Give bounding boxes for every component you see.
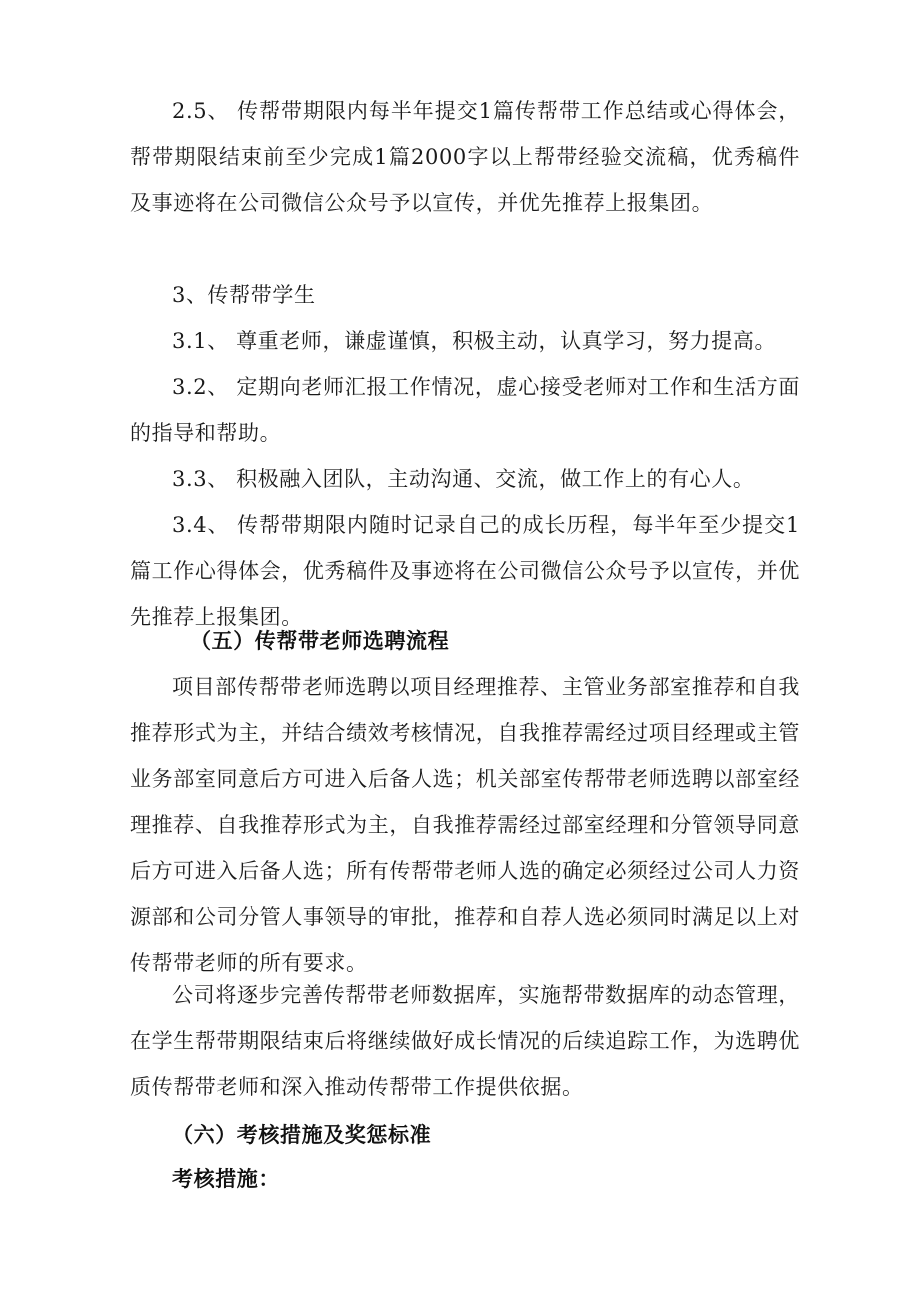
paragraph-3-1: 3.1、 尊重老师，谦虚谨慎，积极主动，认真学习，努力提高。 bbox=[172, 329, 777, 353]
paragraph-database-management: 公司将逐步完善传帮带老师数据库，实施帮带数据库的动态管理，在学生帮带期限结束后将继续做好成长情况的后续追踪工作，为选聘优质传帮带老师和深入推动传帮带工作提供依据。 bbox=[130, 983, 800, 1099]
section-heading-6: （六）考核措施及奖惩标准 bbox=[172, 1123, 432, 1147]
paragraph-3-student-title: 3、传帮带学生 bbox=[172, 283, 316, 307]
paragraph-2-5: 2.5、 传帮带期限内每半年提交1篇传帮带工作总结或心得体会，帮带期限结束前至少完成1篇2000字以上帮带经验交流稿，优秀稿件及事迹将在公司微信公众号予以宣传，并优先推荐上报集团。 bbox=[130, 99, 800, 215]
section-heading-5: （五）传帮带老师选聘流程 bbox=[190, 629, 450, 653]
paragraph-selection-process: 项目部传帮带老师选聘以项目经理推荐、主管业务部室推荐和自我推荐形式为主，并结合绩效考核情况，自我推荐需经过项目经理或主管业务部室同意后方可进入后备人选；机关部室传帮带老师选聘以部室经理推荐、自我推荐形式为主，自我推荐需经过部室经理和分管领导同意后方可进入后备人选；所有传帮带老师人选的确定必须经过公司人力资源部和公司分管人事领导的审批，推荐和自荐人选必须同时满足以上对传帮带老师的所有要求。 bbox=[130, 675, 800, 975]
subheading-assessment-measures: 考核措施： bbox=[172, 1167, 280, 1191]
paragraph-3-2: 3.2、 定期向老师汇报工作情况，虚心接受老师对工作和生活方面的指导和帮助。 bbox=[130, 375, 800, 445]
paragraph-3-4: 3.4、 传帮带期限内随时记录自己的成长历程，每半年至少提交1篇工作心得体会，优秀稿件及事迹将在公司微信公众号予以宣传，并优先推荐上报集团。 bbox=[130, 513, 800, 629]
paragraph-3-3: 3.3、 积极融入团队，主动沟通、交流，做工作上的有心人。 bbox=[172, 467, 755, 491]
